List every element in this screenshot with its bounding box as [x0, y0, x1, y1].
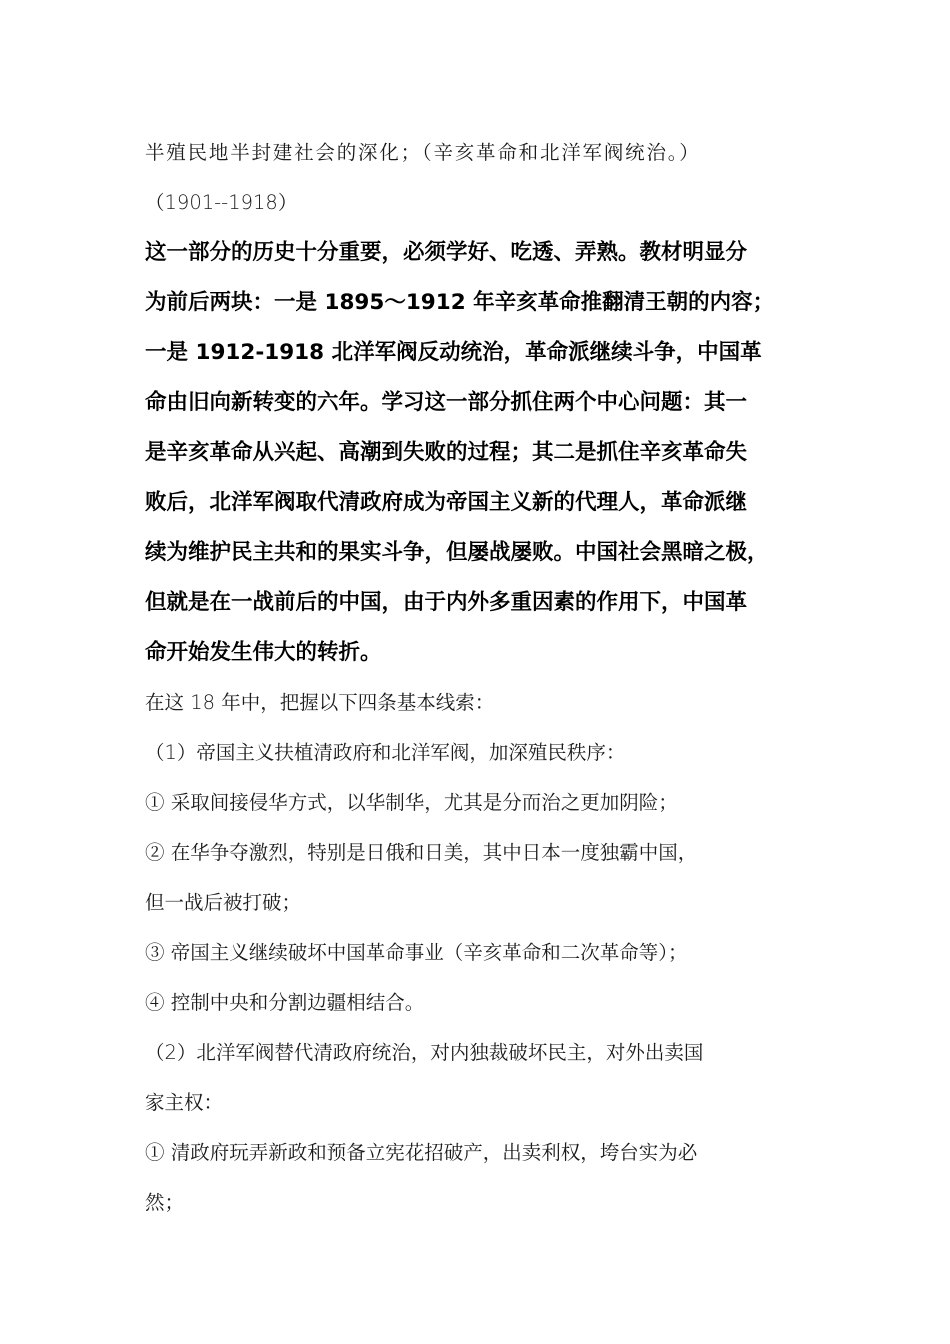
- text-line: （1901--1918）: [145, 191, 298, 214]
- text-line: 败后，北洋军阀取代清政府成为帝国主义新的代理人，革命派继: [145, 490, 748, 515]
- text-line: 家主权：: [145, 1091, 224, 1114]
- text-line: 一是 1912-1918 北洋军阀反动统治，革命派继续斗争，中国革: [145, 340, 762, 365]
- text-line: 但一战后被打破；: [145, 891, 302, 914]
- text-line: 是辛亥革命从兴起、高潮到失败的过程；其二是抓住辛亥革命失: [145, 440, 748, 465]
- text-line: 为前后两块：一是 1895～1912 年辛亥革命推翻清王朝的内容；: [145, 290, 775, 315]
- text-line: （2）北洋军阀替代清政府统治，对内独裁破坏民主，对外出卖国: [145, 1041, 704, 1064]
- text-line: 这一部分的历史十分重要，必须学好、吃透、弄熟。教材明显分: [145, 240, 748, 265]
- text-line: 在这 18 年中，把握以下四条基本线索：: [145, 691, 495, 714]
- text-line: ② 在华争夺激烈，特别是日俄和日美，其中日本一度独霸中国，: [145, 841, 698, 864]
- text-line: 命开始发生伟大的转折。: [145, 640, 382, 665]
- text-line: ④ 控制中央和分割边疆相结合。: [145, 991, 425, 1014]
- text-line: 半殖民地半封建社会的深化；（辛亥革命和北洋军阀统治。）: [145, 141, 701, 164]
- text-line: ① 清政府玩弄新政和预备立宪花招破产，出卖利权，垮台实为必: [145, 1141, 698, 1164]
- text-line: 命由旧向新转变的六年。学习这一部分抓住两个中心问题：其一: [145, 390, 748, 415]
- text-line: 但就是在一战前后的中国，由于内外多重因素的作用下，中国革: [145, 590, 748, 615]
- text-line: 续为维护民主共和的果实斗争，但屡战屡败。中国社会黑暗之极，: [145, 540, 769, 565]
- text-line: ③ 帝国主义继续破坏中国革命事业（辛亥革命和二次革命等）；: [145, 941, 688, 964]
- text-line: ① 采取间接侵华方式，以华制华，尤其是分而治之更加阴险；: [145, 791, 678, 814]
- text-line: （1）帝国主义扶植清政府和北洋军阀，加深殖民秩序：: [145, 741, 626, 764]
- document-body: [145, 128, 825, 1228]
- text-line: 然；: [145, 1191, 185, 1214]
